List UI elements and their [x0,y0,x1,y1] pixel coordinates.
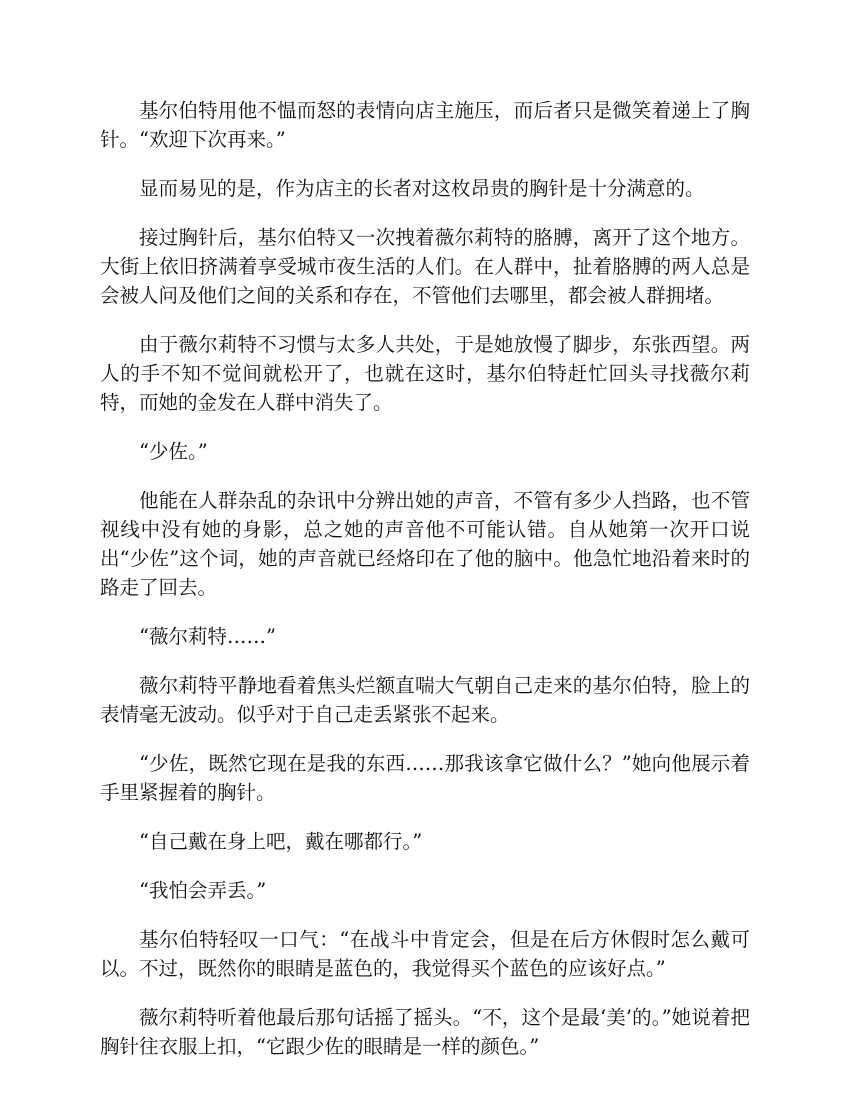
paragraph-4: 由于薇尔莉特不习惯与太多人共处，于是她放慢了脚步，东张西望。两人的手不知不觉间就松开了，也就在这时，基尔伯特赶忙回头寻找薇尔莉特，而她的金发在人群中消失了。 [100,333,750,414]
paragraph-9: “少佐，既然它现在是我的东西……那我该拿它做什么？”她向他展示着手里紧握着的胸针。 [100,752,750,804]
paragraph-8: 薇尔莉特平静地看着焦头烂额直喘大气朝自己走来的基尔伯特，脸上的表情毫无波动。似乎对于自己走丢紧张不起来。 [100,674,750,726]
paragraph-3: 接过胸针后，基尔伯特又一次拽着薇尔莉特的胳膊，离开了这个地方。大街上依旧挤满着享受城市夜生活的人们。在人群中，扯着胳膊的两人总是会被人问及他们之间的关系和存在，不管他们去哪里，都会被人群拥堵。 [100,226,750,307]
paragraph-6: 他能在人群杂乱的杂讯中分辨出她的声音，不管有多少人挡路，也不管视线中没有她的身影，总之她的声音他不可能认错。自从她第一次开口说出“少佐”这个词，她的声音就已经烙印在了他的脑中。他急忙地沿着来时的路走了回去。 [100,489,750,599]
paragraph-7: “薇尔莉特……” [139,625,276,648]
document-page [100,96,750,1081]
paragraph-13: 薇尔莉特听着他最后那句话摇了摇头。“不，这个是最‘美’的。”她说着把胸针往衣服上扣，“它跟少佐的眼睛是一样的颜色。” [100,1006,750,1058]
paragraph-5: “少佐。” [139,440,208,463]
paragraph-12: 基尔伯特轻叹一口气：“在战斗中肯定会，但是在后方休假时怎么戴可以。不过，既然你的眼睛是蓝色的，我觉得买个蓝色的应该好点。” [100,928,750,980]
paragraph-10: “自己戴在身上吧，戴在哪都行。” [139,830,423,853]
paragraph-11: “我怕会弄丢。” [139,879,267,902]
paragraph-2: 显而易见的是，作为店主的长者对这枚昂贵的胸针是十分满意的。 [139,177,705,200]
paragraph-1: 基尔伯特用他不愠而怒的表情向店主施压，而后者只是微笑着递上了胸针。“欢迎下次再来。” [100,99,750,151]
